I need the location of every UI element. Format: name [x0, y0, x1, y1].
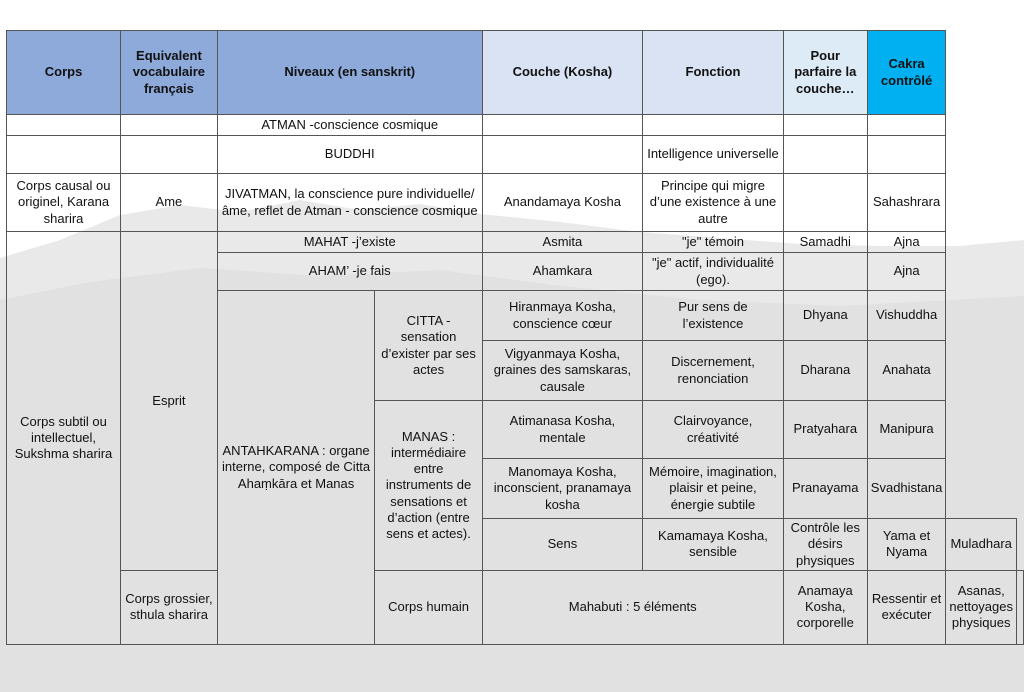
couche-vigyanmaya: Vigyanmaya Kosha, graines des samskaras, causale [482, 341, 643, 401]
corps-causal: Corps causal ou originel, Karana sharira [7, 174, 121, 232]
corps-subtil: Corps subtil ou intellectuel, Sukshma sharira [7, 232, 121, 645]
cakra-sahashrara: Sahashrara [867, 174, 946, 232]
niveau-manas: MANAS : intermédiaire entre instruments de sensations et d’action (entre sens et actes). [375, 401, 482, 571]
table-row-buddhi [7, 136, 1024, 174]
couche-hiranmaya: Hiranmaya Kosha, conscience cœur [482, 291, 643, 341]
parfaire-pranayama: Pranayama [783, 459, 867, 519]
couche-anandamaya: Anandamaya Kosha [482, 174, 643, 232]
couche-manomaya: Manomaya Kosha, inconscient, pranamaya kosha [482, 459, 643, 519]
cakra-svadhistana: Svadhistana [867, 459, 946, 519]
fonction-grossier: Ressentir et exécuter [867, 570, 946, 644]
parfaire-yama: Yama et Nyama [867, 519, 946, 571]
equivalent-sens: Sens [482, 519, 643, 571]
parfaire-dhyana: Dhyana [783, 291, 867, 341]
cakra-anahata: Anahata [867, 341, 946, 401]
parfaire-samadhi: Samadhi [783, 232, 867, 253]
header-equivalent: Equivalent vocabulaire français [121, 31, 218, 115]
fonction-causal: Principe qui migre d’une existence à une autre [643, 174, 784, 232]
fonction-mahat: "je" témoin [643, 232, 784, 253]
fonction-hiranmaya: Pur sens de l’existence [643, 291, 784, 341]
header-corps: Corps [7, 31, 121, 115]
couche-asmita: Asmita [482, 232, 643, 253]
niveau-mahat: MAHAT -j’existe [217, 232, 482, 253]
table-row-mahat [7, 232, 1024, 253]
kosha-table [6, 30, 1024, 645]
header-niveaux: Niveaux (en sanskrit) [217, 31, 482, 115]
fonction-buddhi: Intelligence universelle [643, 136, 784, 174]
fonction-vigyanmaya: Discernement, renonciation [643, 341, 784, 401]
niveau-mahabuti: Mahabuti : 5 éléments [482, 570, 783, 644]
fonction-aham: "je" actif, individualité (ego). [643, 253, 784, 291]
couche-kamamaya: Kamamaya Kosha, sensible [643, 519, 784, 571]
cakra-ajna-1: Ajna [867, 232, 946, 253]
parfaire-pratyahara: Pratyahara [783, 401, 867, 459]
niveau-buddhi: BUDDHI [217, 136, 482, 174]
fonction-atimanasa: Clairvoyance, créativité [643, 401, 784, 459]
fonction-kamamaya: Contrôle les désirs physiques [783, 519, 867, 571]
parfaire-dharana: Dharana [783, 341, 867, 401]
niveau-citta: CITTA - sensation d’exister par ses actes [375, 291, 482, 401]
equivalent-esprit: Esprit [121, 232, 218, 571]
equivalent-ame: Ame [121, 174, 218, 232]
header-parfaire: Pour parfaire la couche… [783, 31, 867, 115]
cakra-vishuddha: Vishuddha [867, 291, 946, 341]
niveau-atman: ATMAN -conscience cosmique [217, 115, 482, 136]
header-couche: Couche (Kosha) [482, 31, 643, 115]
header-fonction: Fonction [643, 31, 784, 115]
niveau-jivatman: JIVATMAN, la conscience pure individuelle/âme, reflet de Atman - conscience cosmique [217, 174, 482, 232]
fonction-manomaya: Mémoire, imagination, plaisir et peine, énergie subtile [643, 459, 784, 519]
table-row-causal [7, 174, 1024, 232]
table-row-grossier [7, 570, 1024, 644]
niveau-antahkarana: ANTAHKARANA : organe interne, composé de Citta Ahaṃkāra et Manas [217, 291, 375, 645]
cakra-manipura: Manipura [867, 401, 946, 459]
equivalent-corps-humain: Corps humain [375, 570, 482, 644]
table-row-atman [7, 115, 1024, 136]
cakra-ajna-2: Ajna [867, 253, 946, 291]
couche-anamaya: Anamaya Kosha, corporelle [783, 570, 867, 644]
header-row [7, 31, 1024, 115]
cakra-muladhara: Muladhara [946, 519, 1017, 571]
header-cakra: Cakra contrôlé [867, 31, 946, 115]
parfaire-asanas: Asanas, nettoyages physiques [946, 570, 1017, 644]
couche-ahamkara: Ahamkara [482, 253, 643, 291]
couche-atimanasa: Atimanasa Kosha, mentale [482, 401, 643, 459]
corps-grossier: Corps grossier, sthula sharira [121, 570, 218, 644]
niveau-aham: AHAM’ -je fais [217, 253, 482, 291]
